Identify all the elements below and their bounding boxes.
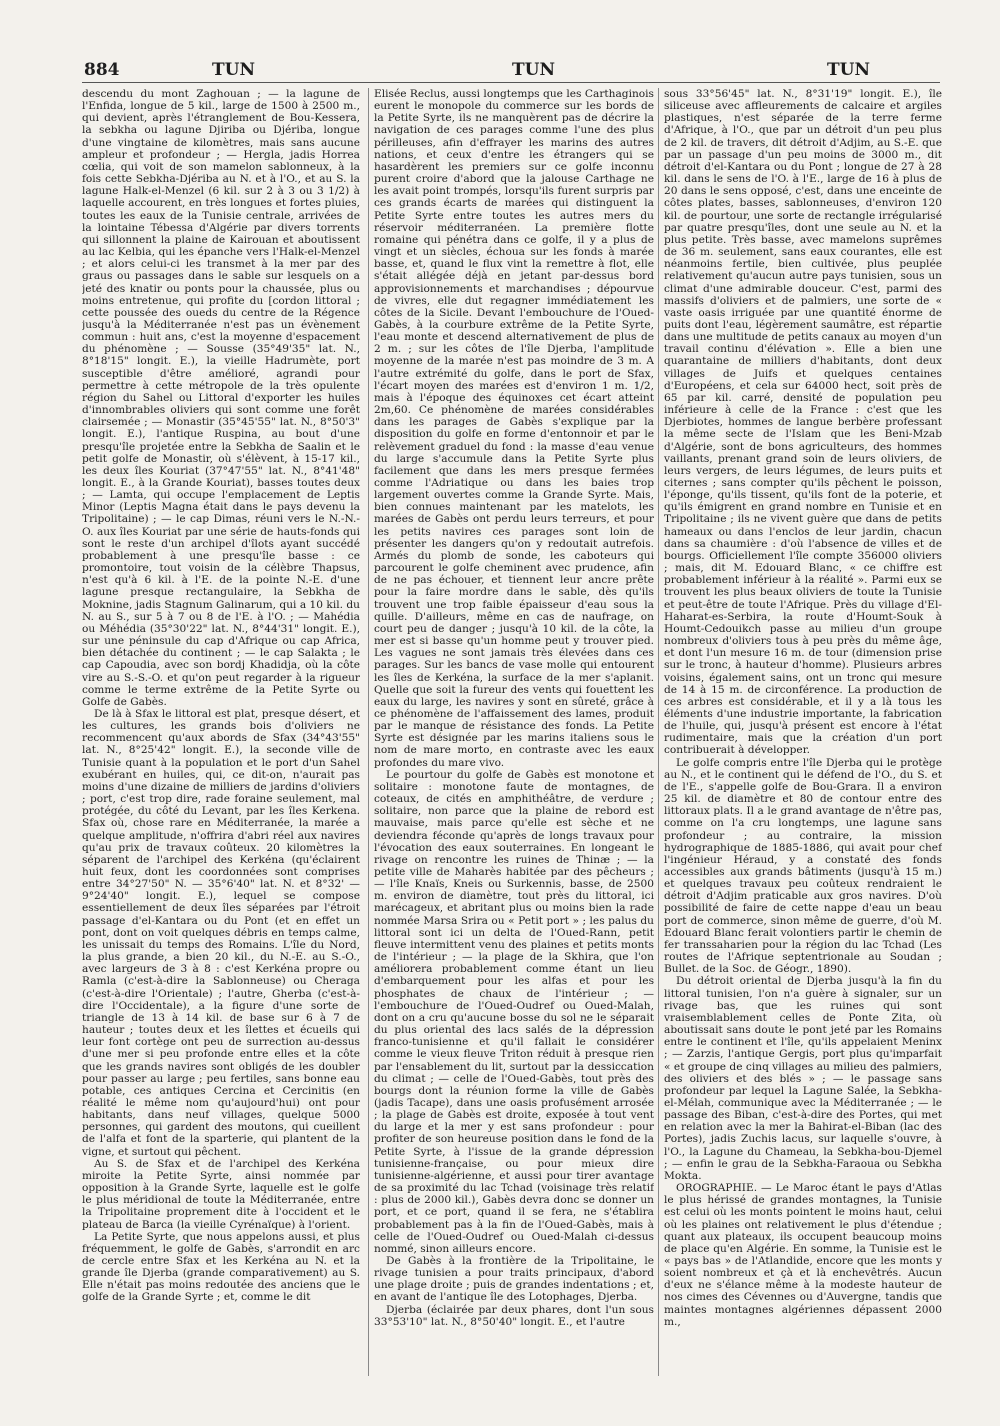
- paragraph: Le pourtour du golfe de Gabès est monotone et solitaire : monotone faute de montagnes, de coteaux, de cités en amphithéâtre, de verdure ; solitaire, non parce que la plaine de rebord est mauvaise, mais parce qu'elle est sèche et ne deviendra féconde qu'après de longs travaux pour l'évocation des eaux souterraines. En longeant le rivage on rencontre les ruines de Thinæ ; — la petite ville de Maharès habitée par des pêcheurs ; — l'île Knaïs, Kneis ou Surkennis, basse, de 2500 m. environ de diamètre, tout près du littoral, ici marécageux, et abritant plus ou moins bien la rade nommée Marsa Srira ou « Petit port » ; les palus du littoral sont ici un delta de l'Oued-Rann, petit fleuve intermittent venu des plaines et petits monts de l'intérieur ; — la plage de la Skhira, que l'on améliorera probablement comme étant un lieu d'embarquement pour les alfas et pour les phosphates de chaux de l'intérieur ; — l'embouchure de l'Oued-Oudref ou Oued-Malah, dont on a cru qu'aucune bosse du sol ne le séparait du plus oriental des lacs salés de la dépression franco-tunisienne et qu'il fallait le considérer comme le vieux fleuve Triton réduit à presque rien par l'ensablement du lit, surtout par la dessiccation du climat ; — celle de l'Oued-Gabès, tout près des bourgs dont la réunion forme la ville de Gabès (jadis Tacape), dans une oasis profusément arrosée ; la plage de Gabès est droite, exposée à tout vent du large et la mer y est sans profondeur : pour profiter de son heureuse position dans le fond de la Petite Syrte, à l'issue de la grande dépression tunisienne-française, ou pour mieux dire tunisienne-algérienne, et aussi pour tirer avantage de sa proximité du lac Tchad (voisinage très relatif : plus de 2000 kil.), Gabès devra donc se donner un port, et ce port, quand il se fera, ne s'établira probablement pas à la fin de l'Oued-Gabès, mais à celle de l'Oued-Oudref ou Oued-Malah ci-dessus nommé, sinon ailleurs encore.: [374, 768, 654, 1255]
- text-column-1: [82, 88, 360, 1378]
- running-head-left: TUN: [212, 60, 256, 80]
- text-column-2: [374, 88, 654, 1378]
- paragraph: Au S. de Sfax et de l'archipel des Kerkéna miroite la Petite Syrte, ainsi nommée par opposition à la Grande Syrte, laquelle est le golfe le plus méridional de toute la Méditerranée, entre la Tripolitaine proprement dite à l'occident et le plateau de Barca (la vieille Cyrénaïque) à l'orient.: [82, 1157, 360, 1231]
- running-head-center: TUN: [512, 60, 556, 80]
- paragraph: La Petite Syrte, que nous appelons aussi, et plus fréquemment, le golfe de Gabès, s'arrondit en arc de cercle entre Sfax et les Kerkéna au N. et la grande île Djerba (grande comparativement) au S. Elle n'était pas moins redoutée des anciens que le golfe de la Grande Syrte ; et, comme le dit: [82, 1230, 360, 1304]
- page-number: 884: [84, 60, 120, 80]
- paragraph: De là à Sfax le littoral est plat, presque désert, et les cultures, les grands bois d'oliviers ne recommencent qu'aux abords de Sfax (34°43'55" lat. N., 8°25'42" longit. E.), la seconde ville de Tunisie quant à la population et le port d'un Sahel exubérant en huiles, qui, ce dit-on, n'aurait pas moins d'une dizaine de milliers de jardins d'oliviers ; port, c'est trop dire, rade foraine seulement, mal protégée, du côté du Levant, par les îles Kerkena. Sfax où, chose rare en Méditerranée, la marée a quelque amplitude, n'offrira d'abri réel aux navires qu'au prix de travaux coûteux. 20 kilomètres la séparent de l'archipel des Kerkéna (qu'éclairent huit feux, dont les coordonnées sont comprises entre 34°27'50" N. — 35°6'40" lat. N. et 8°32' — 9°24'40" longit. E.), lequel se compose essentiellement de deux îles séparées par l'étroit passage d'el-Kantara ou du Pont (et en effet un pont, dont on voit quelques débris en temps calme, les unissait du temps des Romains. L'île du Nord, la plus grande, a bien 20 kil., du N.-E. au S.-O., avec largeurs de 3 à 8 : c'est Kerkéna propre ou Ramla (c'est-à-dire la Sablonneuse) ou Cheraga (c'est-à-dire l'Orientale) ; l'autre, Gherba (c'est-à-dire l'Occidentale), a la figure d'une sorte de triangle de 13 à 14 kil. de base sur 6 à 7 de hauteur ; toutes deux et les îlettes et écueils qui leur font cortège ont peu de surrection au-dessus d'une mer si peu profonde entre elles et la côte que les grands navires sont obligés de les doubler pour passer au large ; peu fertiles, sans bonne eau potable, ces antiques Cercina et Cercinitis (en réalité le même nom qu'aujourd'hui) ont pour habitants, dans neuf villages, quelque 5000 personnes, qui gardent des moutons, qui cueillent de l'alfa et font de la sparterie, qui plantent de la vigne, et surtout qui pêchent.: [82, 707, 360, 1158]
- paragraph: Elisée Reclus, aussi longtemps que les Carthaginois eurent le monopole du commerce sur les bords de la Petite Syrte, ils ne manquèrent pas de décrire la navigation de ces parages comme l'une des plus périlleuses, afin d'effrayer les marins des autres nations, et ceux d'entre les étrangers qui se hasardèrent les premiers sur ce golfe inconnu purent croire d'abord que la jalouse Carthage ne les avait point trompés, lorsqu'ils furent surpris par ces grands écarts de marées qui distinguent la Petite Syrte entre toutes les autres mers du réservoir méditerranéen. La première flotte romaine qui pénétra dans ce golfe, il y a plus de vingt et un siècles, échoua sur les fonds à marée basse, et, quand le flux vint la remettre à flot, elle s'était allégée déjà en jetant par-dessus bord approvisionnements et marchandises ; dépourvue de vivres, elle dut regagner immédiatement les côtes de la Sicile. Devant l'embouchure de l'Oued-Gabès, à la courbure extrême de la Petite Syrte, l'eau monte et descend alternativement de plus de 2 m. ; sur les côtes de l'île Djerba, l'amplitude moyenne de la marée n'est pas moindre de 3 m. A l'autre extrémité du golfe, dans le port de Sfax, l'écart moyen des marées est d'environ 1 m. 1/2, mais à l'époque des équinoxes cet écart atteint 2m,60. Ce phénomène de marées considérables dans les parages de Gabès s'explique par la disposition du golfe en forme d'entonnoir et par le relèvement graduel du fond : la masse d'eau venue du large s'accumule dans la Petite Syrte plus facilement que dans les mers presque fermées comme l'Adriatique ou dans les baies trop largement ouvertes comme la Grande Syrte. Mais, bien connues maintenant par les matelots, les marées de Gabès ont perdu leurs terreurs, et pour les petits navires ces parages sont loin de présenter les dangers qu'on y redoutait autrefois. Armés du plomb de sonde, les caboteurs qui parcourent le golfe cheminent avec prudence, afin de ne pas échouer, et tiennent leur ancre prête pour la faire mordre dans le sable, dès qu'ils trouvent une trop faible épaisseur d'eau sous la quille. D'ailleurs, même en cas de naufrage, on court peu de danger ; jusqu'à 10 kil. de la côte, la mer est si basse qu'un homme peut y trouver pied. Les vagues ne sont jamais très élevées dans ces parages. Sur les bancs de vase molle qui entourent les îles de Kerkéna, la surface de la mer s'aplanit. Quelle que soit la fureur des vents qui fouettent les eaux du large, les navires y sont en sûreté, grâce à ce phénomène de l'affaissement des lames, produit par le manque de résistance des fonds. La Petite Syrte est désignée par les marins italiens sous le nom de mare morto, en contraste avec les eaux profondes du mare vivo.: [374, 88, 654, 769]
- paragraph: Du détroit oriental de Djerba jusqu'à la fin du littoral tunisien, l'on n'a guère à signaler, sur un rivage bas, que les ruines qui sont vraisemblablement celles de Ponte Zita, où aboutissait sans doute le pont jeté par les Romains entre le continent et l'île, qu'ils appelaient Meninx ; — Zarzis, l'antique Gergis, port plus qu'imparfait « et groupe de cinq villages au milieu des palmiers, des oliviers et des blés » ; — le passage sans profondeur par lequel la Lagune Salée, la Sebkha-el-Mélah, communique avec la Méditerranée ; — le passage des Biban, c'est-à-dire des Portes, qui met en relation avec la mer la Bahirat-el-Biban (lac des Portes), jadis Zuchis lacus, sur laquelle s'ouvre, à l'O., la Lagune du Chameau, la Sebkha-bou-Djemel ; — enfin le grau de la Sebkha-Faraoua ou Sebkha Mokta.: [664, 975, 942, 1182]
- paragraph: descendu du mont Zaghouan ; — la lagune de l'Enfida, longue de 5 kil., large de 1500 à 2500 m., qui devient, après l'étranglement de Bou-Kessera, la sebkha ou lagune Djiriba ou Djériba, longue d'une vingtaine de kilomètres, mais sans aucune ampleur et profondeur ; — Hergla, jadis Horrea cœlia, qui voit de son mamelon sablonneux, à la fois cette Sebkha-Djériba au N. et à l'O., et au S. la lagune Halk-el-Menzel (6 kil. sur 2 à 3 ou 3 1/2) à laquelle accourent, en très longues et fortes pluies, toutes les eaux de la Tunisie centrale, arrivées de la lointaine Tébessa d'Algérie par divers torrents qui sillonnent la plaine de Kairouan et aboutissent au lac Kelbia, qui les épanche vers l'Halk-el-Menzel ; et alors celui-ci les transmet à la mer par des graus ou passages dans le sable sur lesquels on a jeté des knatir ou ponts pour la chaussée, plus ou moins entretenue, qui profite du [cordon littoral ; cette poussée des oueds du centre de la Régence jusqu'à la Méditerranée n'est pas un évènement commun : huit ans, c'est la moyenne d'espacement du phénomène ; — Sousse (35°49'35" lat. N., 8°18'15" longit. E.), la vieille Hadrumète, port susceptible d'être amélioré, agrandi pour permettre à cette métropole de la très opulente région du Sahel ou Littoral d'exporter les huiles d'innombrables oliviers qui sont comme une forêt clairsemée ; — Monastir (35°45'55" lat. N., 8°50'3" longit. E.), l'antique Ruspina, au bout d'une presqu'île projetée entre la Sebkha de Saalin et le petit golfe de Monastir, où s'élèvent, à 15-17 kil., les deux îles Kouriat (37°47'55" lat. N., 8°41'48" longit. E., à la Grande Kouriat), basses toutes deux ; — Lamta, qui occupe l'emplacement de Leptis Minor (Leptis Magna était dans le pays devenu la Tripolitaine) ; — le cap Dimas, réuni vers le N.-N.-O. aux îles Kouriat par une série de hauts-fonds qui sont le reste d'un archipel d'îlots ayant succédé probablement à une presqu'île basse : ce promontoire, tout voisin de la célèbre Thapsus, n'est qu'à 6 kil. à l'E. de la pointe N.-E. d'une lagune presque rectangulaire, la Sebkha de Moknine, jadis Stagnum Galinarum, qui a 10 kil. du N. au S., sur 5 à 7 ou 8 de l'E. à l'O. ; — Mahédia ou Méhédia (35°30'22" lat. N., 8°44'31" longit. E.), sur une péninsule du cap d'Afrique ou cap Africa, bien détachée du continent ; — le cap Salakta ; le cap Capoudia, avec son bordj Khadidja, où la côte vire au S.-S.-O. et qu'on peut regarder à la rigueur comme le terme extrême de la Petite Syrte ou Golfe de Gabès.: [82, 88, 360, 708]
- paragraph: sous 33°56'45" lat. N., 8°31'19" longit. E.), île siliceuse avec affleurements de calcaire et argiles plastiques, n'est séparée de la terre ferme d'Afrique, à l'O., que par un détroit d'un peu plus de 2 kil. de travers, dit détroit d'Adjim, au S.-E. que par un passage d'un peu moins de 3000 m., dit détroit d'el-Kantara ou du Pont ; longue de 27 à 28 kil. dans le sens de l'O. à l'E., large de 16 à plus de 20 dans le sens opposé, c'est, dans une enceinte de côtes plates, basses, sablonneuses, d'environ 120 kil. de pourtour, une sorte de rectangle irrégularisé par quatre presqu'îles, dont une seule au N. et la plus petite. Très basse, avec mamelons suprêmes de 36 m. seulement, sans eaux courantes, elle est néanmoins fertile, bien cultivée, plus peuplée relativement qu'aucun autre pays tunisien, sous un climat d'une admirable douceur. C'est, parmi des massifs d'oliviers et de palmiers, une sorte de « vaste oasis irriguée par une quantité énorme de puits dont l'eau, légèrement saumâtre, est répartie dans une multitude de petits canaux au moyen d'un travail continu d'élévation ». Elle a bien une quarantaine de milliers d'habitants, dont deux villages de Juifs et quelques centaines d'Européens, et cela sur 64000 hect, soit près de 65 par kil. carré, densité de population peu inférieure à celle de la France : c'est que les Djerbiotes, hommes de langue berbère professant la même secte de l'Islam que les Beni-Mzab d'Algérie, sont de bons agriculteurs, des hommes vaillants, prenant grand soin de leurs oliviers, de leurs vergers, de leurs légumes, de leurs puits et citernes ; sans compter qu'ils pêchent le poisson, l'éponge, qu'ils tissent, qu'ils font de la poterie, et qu'ils émigrent en grand nombre en Tunisie et en Tripolitaine ; ils ne vivent guère que dans de petits hameaux ou dans l'enclos de leur jardin, chacun dans sa chaumière : d'où l'absence de villes et de bourgs. Officiellement l'île compte 356000 oliviers ; mais, dit M. Edouard Blanc, « ce chiffre est probablement inférieur à la réalité ». Parmi eux se trouvent les plus beaux oliviers de toute la Tunisie et peut-être de toute l'Afrique. Près du village d'El-Haharat-es-Serbira, la route d'Houmt-Souk à Houmt-Cedouikch passe au milieu d'un groupe nombreux d'oliviers tous à peu près du même âge, et dont l'un mesure 16 m. de tour (dimension prise sur le tronc, à hauteur d'homme). Plusieurs arbres voisins, également sains, ont un tronc qui mesure de 14 à 15 m. de circonférence. La production de ces arbres est considérable, et il y a là tous les éléments d'une industrie importante, la fabrication de l'huile, qui, jusqu'à présent est encore à l'état rudimentaire, mais que la création d'un port contribuerait à développer.: [664, 88, 942, 757]
- column-divider: [658, 88, 659, 1376]
- paragraph: Le golfe compris entre l'île Djerba qui le protège au N., et le continent qui le défend de l'O., du S. et de l'E., s'appelle golfe de Bou-Grara. Il a environ 25 kil. de diamètre et 80 de contour entre des littoraux plats. Il a le grand avantage de n'être pas, comme on l'a cru longtemps, une lagune sans profondeur ; au contraire, la mission hydrographique de 1885-1886, qui avait pour chef l'ingénieur Héraud, y a constaté des fonds accessibles aux grands bâtiments (jusqu'à 15 m.) et quelques travaux peu coûteux rendraient le détroit d'Adjim praticable aux gros navires. D'où possibilité de faire de cette nappe d'eau un beau port de commerce, sinon même de guerre, d'où M. Edouard Blanc ferait volontiers partir le chemin de fer transsaharien pour la région du lac Tchad (Les routes de l'Afrique septentrionale au Soudan ; Bullet. de la Soc. de Géogr., 1890).: [664, 756, 942, 976]
- paragraph: Djerba (éclairée par deux phares, dont l'un sous 33°53'10" lat. N., 8°50'40" longit. E., et l'autre: [374, 1303, 654, 1328]
- column-divider: [368, 88, 369, 1376]
- paragraph: OROGRAPHIE. — Le Maroc étant le pays d'Atlas le plus hérissé de grandes montagnes, la Tunisie est celui où les monts pointent le moins haut, celui où les plaines ont relativement le plus d'étendue ; quant aux plateaux, ils occupent beaucoup moins de place qu'en Algérie. En somme, la Tunisie est le « pays bas » de l'Atlandide, encore que les monts y soient nombreux et çà et là enchevêtrés. Aucun d'eux ne s'élance même à la modeste hauteur de nos cimes des Cévennes ou d'Auvergne, tandis que maintes montagnes algériennes dépassent 2000 m.,: [664, 1182, 942, 1328]
- running-head-right: TUN: [827, 60, 871, 80]
- text-column-3: [664, 88, 942, 1378]
- header-rule: [82, 82, 940, 83]
- paragraph: De Gabès à la frontière de la Tripolitaine, le rivage tunisien a pour traits principaux, d'abord une plage droite ; puis de grandes indentations ; et, en avant de l'antique île des Lotophages, Djerba.: [374, 1255, 654, 1304]
